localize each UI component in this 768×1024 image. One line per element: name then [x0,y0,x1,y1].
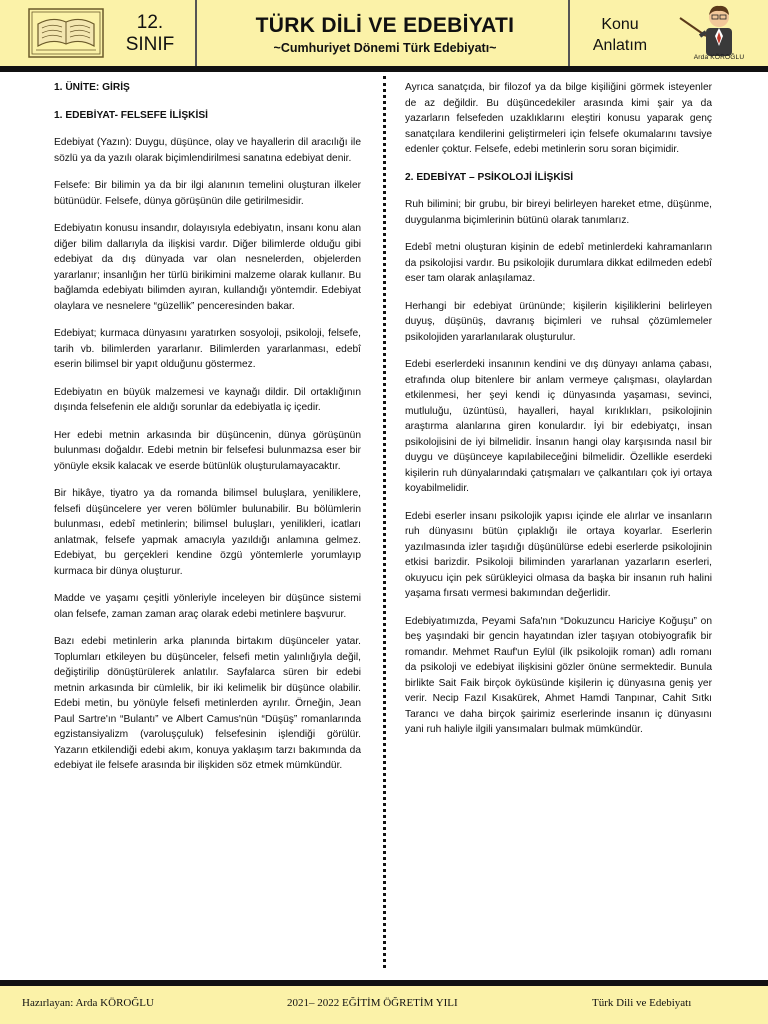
footer-author: Hazırlayan: Arda KÖROĞLU [22,997,154,1009]
page-title: TÜRK DİLİ VE EDEBİYATI [255,14,515,37]
paragraph: Edebiyatımızda, Peyami Safa'nın “Dokuzuncu Hariciye Koğuşu” on beş yaşındaki bir gencin hayatından izler taşıyan otobiyografik bir romandır. Mehmet Rauf'un Eylül (ilk psikolojik roman) adlı romanı da psikoloji ve edebiyat ilişkisini gözler önüne sermektedir. Bunula birlikte Sait Faik birçok öyküsünde kişilerin iç dünyasına geniş yer verir. Necip Fazıl Kısakürek, Ahmet Hamdi Tanpınar, Cahit Sıtkı Tarancı ve daha birçok şairimiz eserlerinde insanın iç dünyasını yani ruh haliyle ilgili yansımaları bulmak mümkündür. [405,615,712,735]
konu-line: Konu [601,16,639,33]
section-heading-1: 1. EDEBİYAT- FELSEFE İLİŞKİSİ [54,109,208,121]
teacher-with-pointer-icon [676,2,756,60]
paragraph: Edebi eserler insanı psikolojik yapısı içinde ele alırlar ve insanların ruh dünyasını bütün çıplaklığı ile ortaya koyarlar. Eserlerin yazılmasında izler taşıdığı düşünülürse edebi eserlerde psikolojinin etkisi barizdir. Psikoloji biliminden yararlanan yazarların eserleri, okuyucu için pek sürükleyici olmasa da başka bir insanın ruh halini yaşama fırsatı vermesi bakımından değerlidir. [405,510,712,599]
section-heading-2: 2. EDEBİYAT – PSİKOLOJİ İLİŞKİSİ [405,171,574,183]
footer-year: 2021– 2022 EĞİTİM ÖĞRETİM YILI [287,997,458,1009]
left-column [54,80,361,786]
footer-course: Türk Dili ve Edebiyatı [592,997,692,1009]
grade-text: SINIF [125,34,175,55]
open-book-icon [28,8,104,58]
paragraph: Felsefe: Bir bilimin ya da bir ilgi alanının temelini oluşturan ilkeler bütünüdür. Felsefe, dünya görüşünün dile getirilmesidir. [54,180,361,207]
paragraph: Edebiyat; kurmaca dünyasını yaratırken sosyoloji, psikoloji, felsefe, tarih vb. bilimlerden yararlanır. Bilimlerden yararlanması, edebî eserin bilimsel bir yapıt olduğunu göstermez. [54,328,361,370]
page-footer [0,986,768,1024]
paragraph: Herhangi bir edebiyat ürününde; kişilerin kişiliklerini belirleyen duyuş, düşünüş, davranış biçimleri ve ruhsal çözümlemeler psikolojiden yararlanılarak oluşturulur. [405,300,712,343]
grade-number: 12. [136,12,164,33]
anlatim-line: Anlatım [592,37,648,54]
paragraph: Bir hikâye, tiyatro ya da romanda bilimsel buluşlara, yeniliklere, felsefi düşüncelere yer veren bölümler bulunabilir. Bu bölümlerin bulunması, edebî metinlerin; bilimsel buluşları, yenilikleri, icatları anlatmak, felsefe yapmak amacıyla yazıldığı anlamına gelmez. Edebiyat, bu gerçekleri kendine özgü yöntemlerle yorumlayıp kurmaca bir dünya oluşturur. [54,488,361,577]
paragraph: Her edebi metnin arkasında bir düşüncenin, dünya görüşünün bulunması doğaldır. Edebi metnin bir felsefesi bulunmazsa eser bir yönüyle eksik kalacak ve eserde bütünlük oluşturulamayacaktır. [54,429,361,472]
grade-label [115,12,185,56]
paragraph: Ayrıca sanatçıda, bir filozof ya da bilge kişiliğini görmek isteyenler de az değildir. Bu düşüncedekiler arasında kimi şair ya da yazarların felsefeden uzaklıklarını eleştiri konusu yaparak genç sanatçılara kendilerini geliştirmeleri için felsefe okumalarını tavsiye edenler çoktur. Felsefe, edebi metinlerin soru soran biçimidir. [405,82,712,155]
paragraph: Ruh bilimini; bir grubu, bir bireyi belirleyen hareket etme, düşünme, duygulanma biçimlerinin bütünü olarak tanımlarız. [405,199,712,226]
header-rule [0,66,768,72]
page-subtitle: ~Cumhuriyet Dönemi Türk Edebiyatı~ [273,41,497,55]
header-separator [195,0,197,66]
konu-anlatim-label [570,14,670,56]
paragraph: Madde ve yaşamı çeşitli yönleriyle inceleyen bir düşünce sistemi olan felsefe, zaman zaman araç olarak edebi metinlere başvurur. [54,593,361,620]
title-block [205,14,565,55]
unit-heading: 1. ÜNİTE: GİRİŞ [54,82,130,93]
column-divider [383,76,386,968]
paragraph: Edebi eserlerdeki insanının kendini ve dış dünyayı anlama çabası, etrafında olup bitenlere bir anlam vermeye çalışması, olaylardan etkilenmesi, her şeyi kendi iç dünyasında yaşaması, sevinci, mutluluğu, üzüntüsü, hayalleri, hayal kırıklıkları, psikolojinin araştırma alanlarına giren konulardır. İyi bir edebiyatçı, insan psikolojisini de iyi bilmelidir. İnsanın hangi olay karşısında nasıl bir duygu ve düşünceye kapılabileceğini bilmelidir. Özellikle eserdeki kişilerin ruh dünyalarındaki çatışmaları ve çalkantıları çok iyi ortaya koyabilmelidir. [405,359,712,494]
page-header [0,0,768,66]
paragraph: Edebî metni oluşturan kişinin de edebî metinlerdeki kahramanların da psikolojisi vardır. Bu psikolojik durumlara dikkat edilmeden edebî eser tam olarak anlaşılamaz. [405,242,712,284]
teacher-name: Arda KÖROĞLU [693,54,745,61]
paragraph: Edebiyatın konusu insandır, dolayısıyla edebiyatın, insanı konu alan diğer bilim dallarıyla da ilişkisi vardır. Diğer bilimlerde olduğu gibi edebiyat da dış dünyada var olan nesnelerden, objelerden yararlanır; insanlığın her türlü birikimini malzeme olarak kullanır. Bu bağlamda edebiyatı bilimden ayıran, kullandığı yöntemdir. Edebiyat olaylara ve nesnelere “güzellik” penceresinden bakar. [54,223,361,312]
right-column [405,80,712,750]
paragraph: Edebiyatın en büyük malzemesi ve kaynağı dildir. Dil ortaklığının dışında felsefenin ele aldığı sorunlar da edebiyatla iç içedir. [54,386,361,413]
paragraph: Bazı edebi metinlerin arka planında birtakım düşünceler yatar. Toplumları etkileyen bu düşünceler, felsefi metin yalınlığıyla değil, değiştirilip dönüştürülerek anlatılır. Sayfalarca süren bir edebi metnin arkasında bir cümlelik, bir iki kelimelik bir düşünce olabilir. Edebi metin, bu yönüyle felsefi metinlerden ayrılır. Örneğin, Jean Paul Sartre'ın “Bulantı” ve Albert Camus'nün “Düşüş” romanlarında egzistansiyalizm (varoluşçuluk) felsefesinin işlendiği görülür. Yazarın etkilendiği edebi akım, konuya yaklaşım tarzı bakımında da edebiyat ile felsefe arasında bir ilişkiden söz etmek mümkündür. [54,636,361,771]
paragraph: Edebiyat (Yazın): Duygu, düşünce, olay ve hayallerin dil aracılığı ile sözlü ya da yazılı olarak biçimlendirilmesi sanatına edebiyat denir. [54,137,361,164]
